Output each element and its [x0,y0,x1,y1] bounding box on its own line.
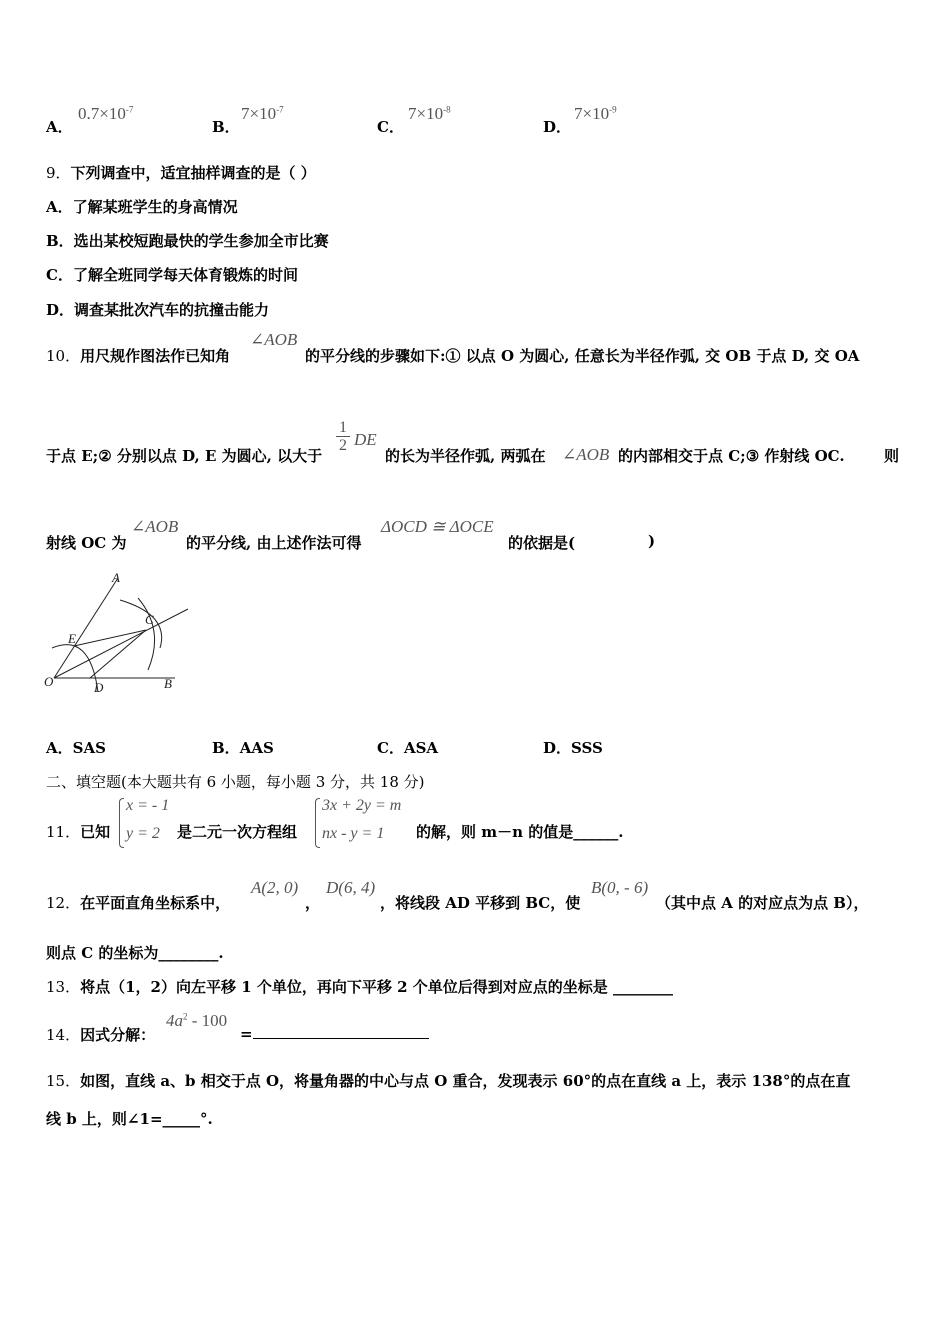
q9-option-b: B．选出某校短跑最快的学生参加全市比赛 [46,232,329,250]
label-b: B [164,676,172,691]
q10-line1-start: 10．用尺规作图法作已知角 [46,347,231,365]
q9-stem: 9．下列调查中，适宜抽样调查的是（ ） [46,164,316,182]
q10-fraction-half: $\frac{1}{2}$ [336,419,350,454]
q10-line2-angle: ∠AOB [562,445,610,464]
segment-ec [74,630,146,646]
q11-prefix: 11．已知 [46,823,111,841]
q10-option-a: A．SAS [46,739,106,757]
q10-line2-start: 于点 E;② 分别以点 D, E 为圆心, 以大于 [46,447,323,465]
q8-option-c-label: C． [377,118,404,136]
q11-equation-1: 3x + 2y = m [322,797,402,814]
q15-line2: 线 b 上，则∠1=_____°. [46,1110,213,1128]
label-e: E [68,631,76,646]
q10-line3-close: ) [648,532,656,550]
q8-option-c-value: $7\times 10^{-8}$ [408,104,451,123]
q11-equation-2: nx - y = 1 [322,825,385,842]
q8-option-a-value: $0.7\times 10^{-7}$ [78,104,134,123]
q8-option-d-value: $7\times 10^{-9}$ [574,104,617,123]
label-c: C [145,612,154,627]
q14-expression: $4a^2 - 100$ [166,1011,228,1030]
q10-angle-bisector-figure [40,570,200,700]
q10-line2-middle: 的长为半径作弧, 两弧在 [385,447,546,465]
section-2-heading: 二、填空题(本大题共有 6 小题，每小题 3 分，共 18 分) [46,773,425,791]
label-a: A [112,570,120,585]
q10-option-b: B．AAS [212,739,274,757]
q12-point-a: A(2, 0) [251,878,299,897]
q11-middle: 是二元一次方程组 [177,823,298,841]
q12-end: （其中点 A 的对应点为点 B）， [656,894,869,912]
q9-option-d: D．调查某批次汽车的抗撞击能力 [46,301,270,319]
q12-start: 12．在平面直角坐标系中， [46,894,231,912]
q12-middle: ，将线段 AD 平移到 BC，使 [380,894,581,912]
q11-solution-x: x = - 1 [126,797,170,814]
q11-solution-y: y = 2 [126,825,160,842]
q10-angle-aob: ∠AOB [250,330,298,349]
q10-line3-angle: ∠AOB [131,517,179,536]
q12-comma: ， [305,894,321,912]
q10-congruence: ΔOCD ≅ ΔOCE [381,517,494,536]
arc-center-o [52,645,98,692]
q9-option-c: C．了解全班同学每天体育锻炼的时间 [46,266,298,284]
q12-point-b: B(0, - 6) [591,878,649,897]
q14-start: 14．因式分解： [46,1026,156,1044]
q12-point-d: D(6, 4) [326,878,376,897]
q10-option-d: D．SSS [543,739,603,757]
q11-system-brace [315,798,320,848]
q11-solution-brace [119,798,124,848]
q10-line1-end: 的平分线的步骤如下:① 以点 O 为圆心, 任意长为半径作弧, 交 OB 于点 D, 交 OA [305,347,860,365]
label-d: D [94,680,104,695]
q9-option-a: A．了解某班学生的身高情况 [46,198,238,216]
q10-line3-start: 射线 OC 为 [46,534,127,552]
q10-segment-de: DE [354,430,377,449]
q8-option-d-label: D． [543,118,572,136]
ray-oa [54,578,118,678]
q10-option-c: C．ASA [377,739,439,757]
segment-dc [90,630,146,678]
question-13: 13．将点（1，2）向左平移 1 个单位，再向下平移 2 个单位后得到对应点的坐标是 ________ [46,978,673,996]
q15-line1: 15．如图，直线 a、b 相交于点 O，将量角器的中心与点 O 重合，发现表示 60°的点在直线 a 上，表示 138°的点在直 [46,1072,851,1090]
q14-equals: = [240,1024,429,1043]
q10-line2-end: 的内部相交于点 C;③ 作射线 OC. [618,447,845,465]
label-o: O [44,674,54,689]
q10-line3-middle: 的平分线, 由上述作法可得 [186,534,362,552]
q8-option-a-label: A． [46,118,73,136]
q10-line2-ze: 则 [884,447,900,465]
q10-line3-end: 的依据是( [508,534,576,552]
q8-option-b-label: B． [212,118,240,136]
q12-line2: 则点 C 的坐标为________. [46,944,224,962]
q8-option-b-value: $7\times 10^{-7}$ [241,104,284,123]
q11-suffix: 的解，则 m－n 的值是______. [416,823,624,841]
